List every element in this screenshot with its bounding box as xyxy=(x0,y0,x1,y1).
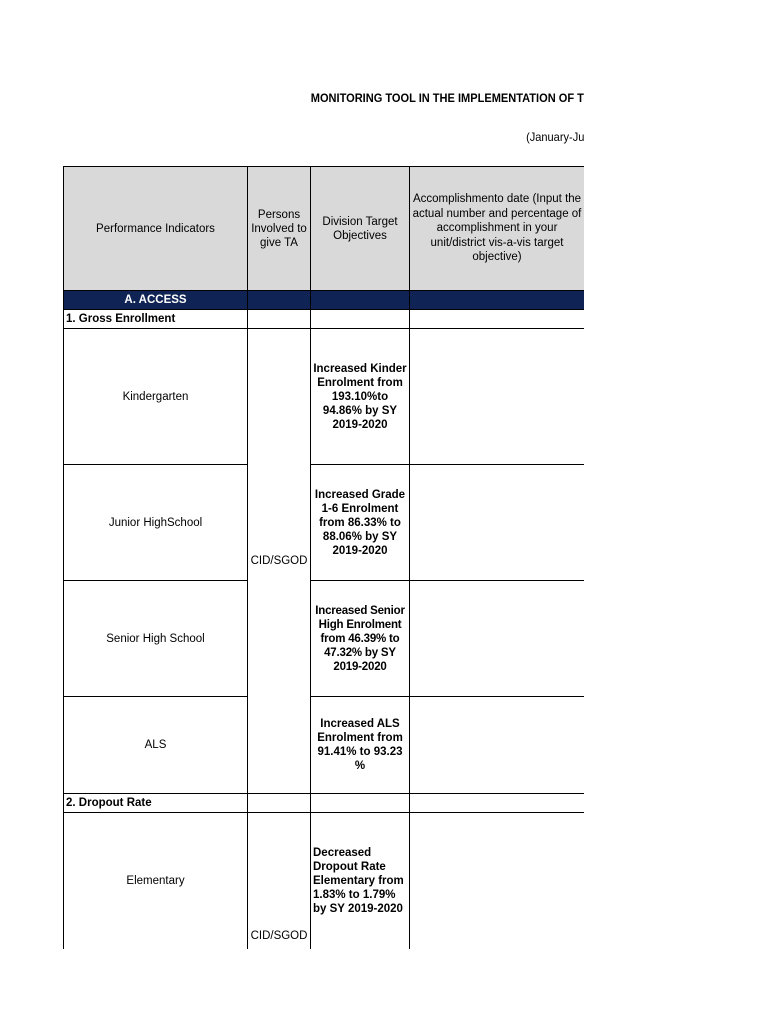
header-accomplishment: Accomplishmento date (Input the actual number and percentage of accomplishment in your unit/district vis-a-vis target objective) xyxy=(410,167,585,291)
section-cell xyxy=(410,291,585,310)
table-row-kindergarten xyxy=(64,329,585,465)
table-row-als xyxy=(64,697,585,794)
table-row-senior-high xyxy=(64,581,585,697)
document-period xyxy=(0,130,584,146)
section-row-access xyxy=(64,291,585,310)
subsection-label-gross-enrollment: 1. Gross Enrollment xyxy=(64,310,248,329)
section-cell xyxy=(311,291,410,310)
objective-cell: Decreased Dropout Rate Elementary from 1.83% to 1.79% by SY 2019-2020 xyxy=(311,813,410,949)
document-title xyxy=(0,91,584,107)
header-performance-indicators: Performance Indicators xyxy=(64,167,248,291)
indicator-cell: Kindergarten xyxy=(64,329,248,465)
table-row-elementary xyxy=(64,813,585,949)
document-title-text: MONITORING TOOL IN THE IMPLEMENTATION OF T xyxy=(310,91,584,105)
table-header-row xyxy=(64,167,585,291)
indicator-cell: Senior High School xyxy=(64,581,248,697)
page-clip xyxy=(584,160,768,1024)
empty-cell xyxy=(410,310,585,329)
accomplishment-cell xyxy=(410,697,585,794)
section-cell xyxy=(248,291,311,310)
objective-cell: Increased Grade 1-6 Enrolment from 86.33% to 88.06% by SY 2019-2020 xyxy=(311,465,410,581)
document-period-text: (January-Ju xyxy=(525,130,584,144)
empty-cell xyxy=(410,794,585,813)
empty-cell xyxy=(248,794,311,813)
objective-cell: Increased Kinder Enrolment from 193.10%to 94.86% by SY 2019-2020 xyxy=(311,329,410,465)
persons-cell-gross-enrollment: CID/SGOD xyxy=(248,329,311,794)
indicator-cell: Junior HighSchool xyxy=(64,465,248,581)
accomplishment-cell xyxy=(410,329,585,465)
objective-cell: Increased Senior High Enrolment from 46.39% to 47.32% by SY 2019-2020 xyxy=(311,581,410,697)
header-persons-involved: Persons Involved to give TA xyxy=(248,167,311,291)
accomplishment-cell xyxy=(410,465,585,581)
empty-cell xyxy=(311,310,410,329)
empty-cell xyxy=(311,794,410,813)
objective-cell: Increased ALS Enrolment from 91.41% to 93.23 % xyxy=(311,697,410,794)
persons-cell-dropout-rate: CID/SGOD xyxy=(248,813,311,949)
subsection-row-gross-enrollment xyxy=(64,310,585,329)
empty-cell xyxy=(248,310,311,329)
subsection-row-dropout-rate xyxy=(64,794,585,813)
indicator-cell: ALS xyxy=(64,697,248,794)
indicator-cell: Elementary xyxy=(64,813,248,949)
section-label-access: A. ACCESS xyxy=(64,291,248,310)
monitoring-table xyxy=(63,166,585,949)
header-division-target: Division Target Objectives xyxy=(311,167,410,291)
table-row-junior-high xyxy=(64,465,585,581)
accomplishment-cell xyxy=(410,813,585,949)
accomplishment-cell xyxy=(410,581,585,697)
subsection-label-dropout-rate: 2. Dropout Rate xyxy=(64,794,248,813)
